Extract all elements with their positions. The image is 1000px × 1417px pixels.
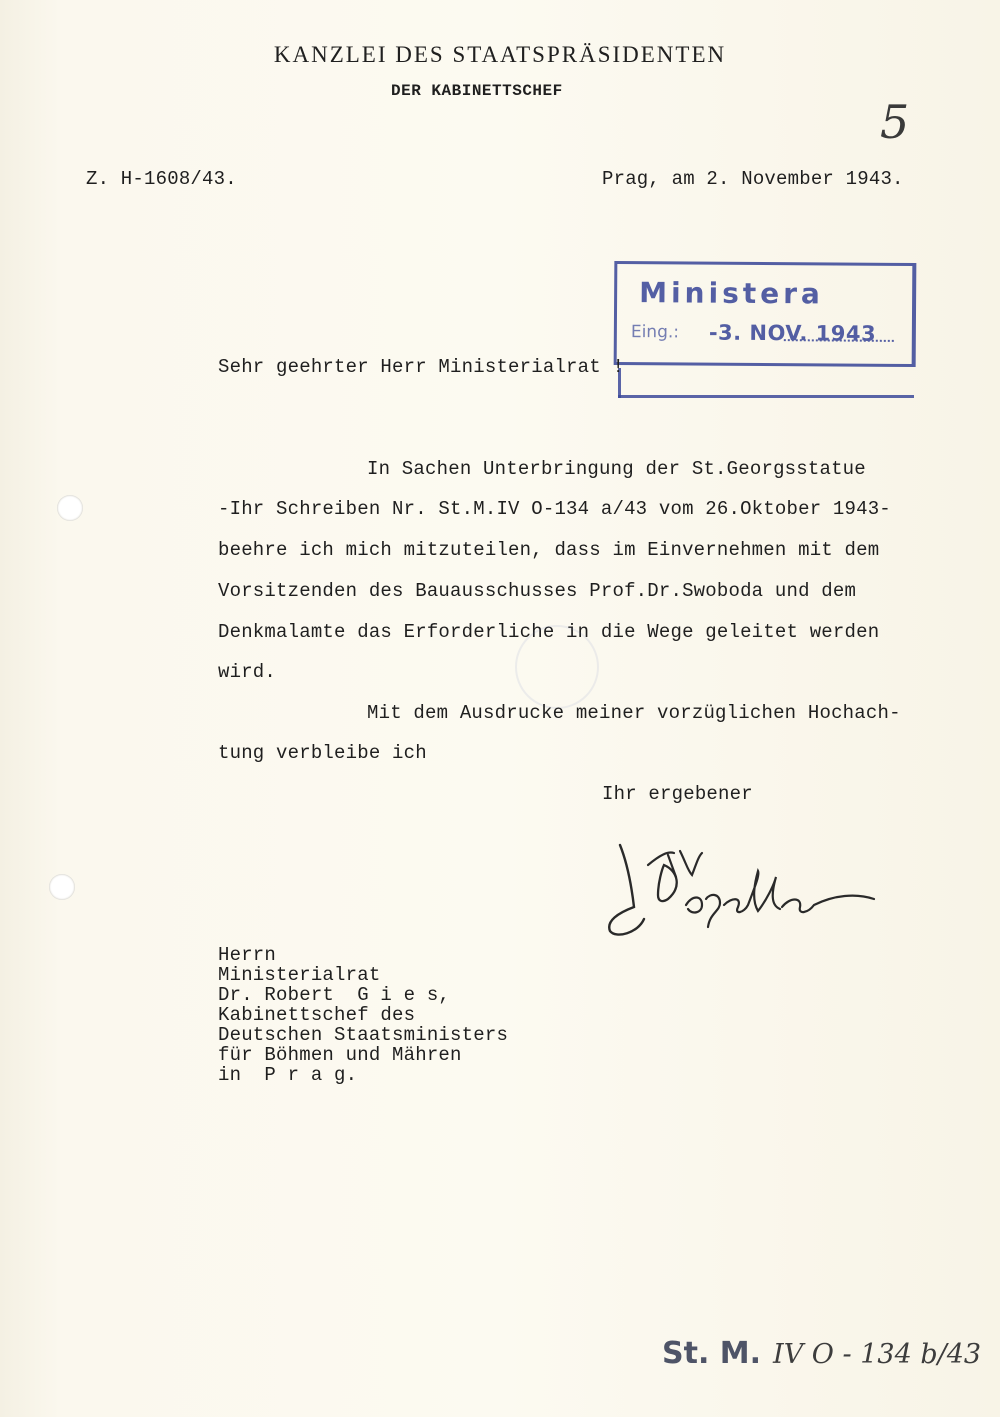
- closing-line: Mit dem Ausdrucke meiner vorzüglichen Hochach-: [367, 702, 901, 724]
- file-reference-printed: St. M.: [662, 1336, 762, 1371]
- body-line: Denkmalamte das Erforderliche in die Wege geleitet werden: [218, 621, 880, 643]
- handwritten-page-number: 5: [880, 95, 910, 149]
- addressee-line: für Böhmen und Mähren: [218, 1044, 462, 1066]
- stamp-date: -3. NOV. 1943: [708, 320, 877, 346]
- faint-background-seal: [515, 625, 599, 709]
- addressee-line: Deutschen Staatsministers: [218, 1024, 509, 1046]
- file-reference: [662, 1336, 981, 1371]
- letterhead-department: DER KABINETTSCHEF: [391, 82, 563, 100]
- body-line: Vorsitzenden des Bauausschusses Prof.Dr.Swoboda und dem: [218, 580, 857, 602]
- stamp-title: Ministera: [639, 276, 825, 311]
- file-reference-handwritten: IV O - 134 b/43: [773, 1339, 982, 1370]
- signature: [598, 835, 888, 945]
- reference-number: Z. H-1608/43.: [86, 168, 237, 190]
- salutation: Sehr geehrter Herr Ministerialrat !: [218, 356, 625, 378]
- closing-line: tung verbleibe ich: [218, 742, 427, 764]
- punch-hole: [57, 495, 83, 521]
- body-line: wird.: [218, 661, 277, 683]
- addressee-line: Herrn: [218, 944, 277, 966]
- addressee-line: Kabinettschef des: [218, 1004, 416, 1026]
- punch-hole: [49, 874, 75, 900]
- stamp-edge-bottom: [618, 395, 914, 398]
- addressee-line: Dr. Robert G i e s,: [218, 984, 451, 1006]
- letterhead-office: KANZLEI DES STAATSPRÄSIDENTEN: [273, 42, 727, 67]
- body-line: In Sachen Unterbringung der St.Georgsstatue: [367, 458, 866, 480]
- body-line: -Ihr Schreiben Nr. St.M.IV O-134 a/43 vom 26.Oktober 1943-: [218, 498, 891, 520]
- addressee-line: Ministerialrat: [218, 964, 381, 986]
- place-and-date: Prag, am 2. November 1943.: [602, 168, 904, 190]
- receipt-stamp: [614, 261, 917, 367]
- stamp-label: Eing.:: [630, 322, 680, 343]
- body-line: beehre ich mich mitzuteilen, dass im Einvernehmen mit dem: [218, 539, 880, 561]
- addressee-line: in P r a g.: [218, 1064, 358, 1086]
- complimentary-close: Ihr ergebener: [602, 783, 753, 805]
